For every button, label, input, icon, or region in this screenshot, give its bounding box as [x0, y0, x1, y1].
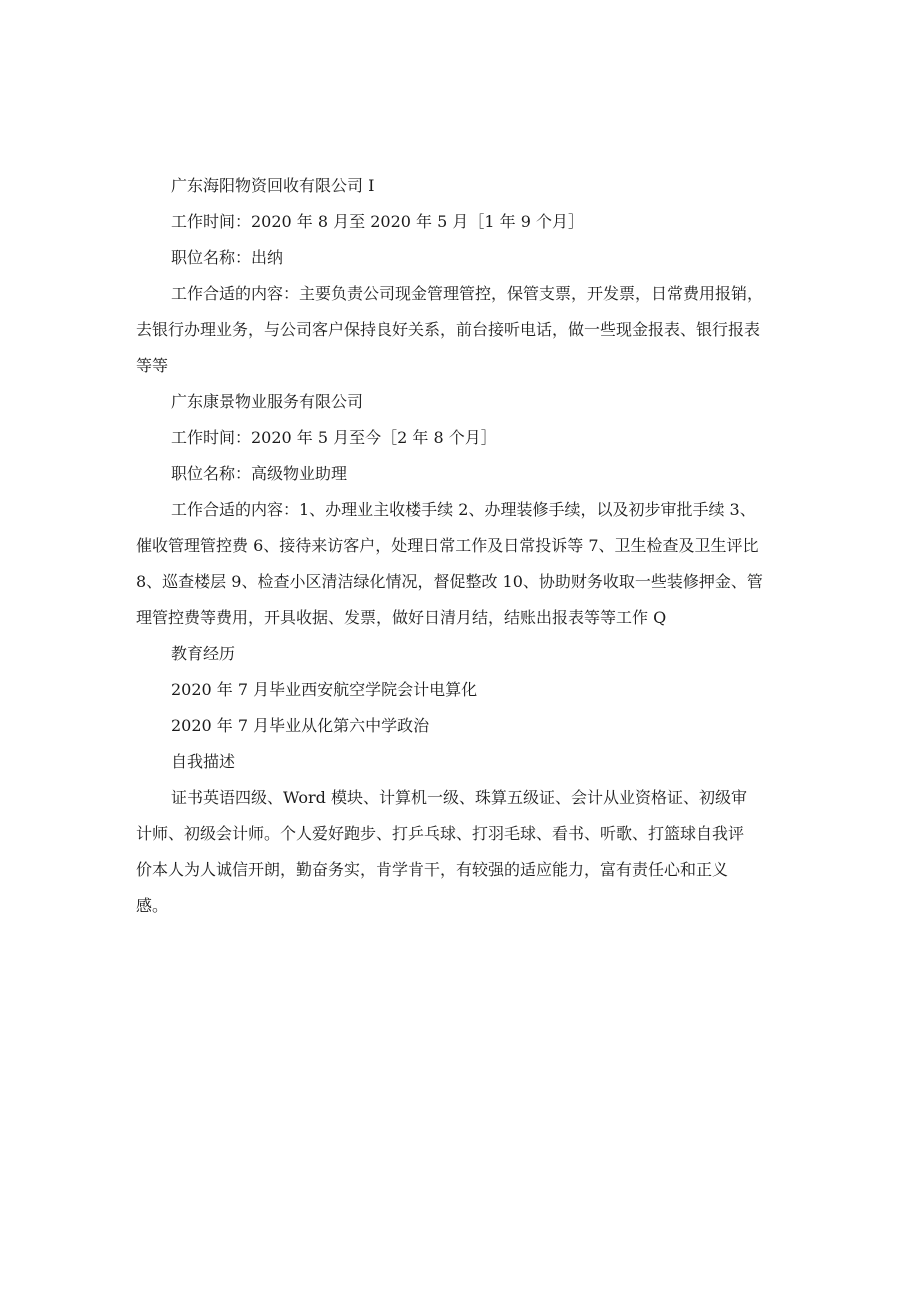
self-description-line: 证书英语四级、Word 模块、计算机一级、珠算五级证、会计从业资格证、初级审 [171, 788, 747, 807]
education-item: 2020 年 7 月毕业从化第六中学政治 [171, 716, 430, 735]
work-period: 工作时间：2020 年 8 月至 2020 年 5 月［1 年 9 个月］ [171, 212, 585, 231]
education-item: 2020 年 7 月毕业西安航空学院会计电算化 [171, 680, 478, 699]
education-heading: 教育经历 [171, 644, 236, 663]
job-duties [136, 276, 798, 384]
company-name: 广东康景物业服务有限公司 [171, 392, 364, 411]
self-description-line: 感。 [136, 896, 169, 915]
resume-content [136, 168, 798, 924]
job-duties-line: 工作合适的内容：主要负责公司现金管理管控，保管支票，开发票，日常费用报销， [171, 284, 764, 303]
job-title: 职位名称：高级物业助理 [171, 464, 348, 483]
job-entry-1 [136, 168, 798, 384]
self-description-heading: 自我描述 [171, 752, 236, 771]
job-duties-line: 催收管理管控费 6、接待来访客户，处理日常工作及日常投诉等 7、卫生检查及卫生评比 [136, 536, 759, 555]
job-duties-line: 理管控费等费用，开具收据、发票，做好日清月结，结账出报表等等工作 Q [136, 608, 667, 627]
self-description-line: 价本人为人诚信开朗，勤奋务实，肯学肯干，有较强的适应能力，富有责任心和正义 [136, 860, 729, 879]
education-section [136, 636, 798, 744]
work-period: 工作时间：2020 年 5 月至今［2 年 8 个月］ [171, 428, 497, 447]
job-duties-line: 8、巡查楼层 9、检查小区清洁绿化情况，督促整改 10、协助财务收取一些装修押金、管 [136, 572, 763, 591]
self-description-section [136, 744, 798, 924]
job-duties-line: 工作合适的内容：1、办理业主收楼手续 2、办理装修手续，以及初步审批手续 3、 [171, 500, 756, 519]
job-duties-line: 等等 [136, 356, 169, 375]
self-description-line: 计师、初级会计师。个人爱好跑步、打乒乓球、打羽毛球、看书、听歌、打篮球自我评 [136, 824, 745, 843]
company-name: 广东海阳物资回收有限公司 I [171, 176, 375, 195]
job-entry-2 [136, 384, 798, 636]
self-description-text [136, 780, 798, 924]
job-duties-line: 去银行办理业务，与公司客户保持良好关系，前台接听电话，做一些现金报表、银行报表 [136, 320, 761, 339]
job-title: 职位名称：出纳 [171, 248, 284, 267]
job-duties [136, 492, 798, 636]
